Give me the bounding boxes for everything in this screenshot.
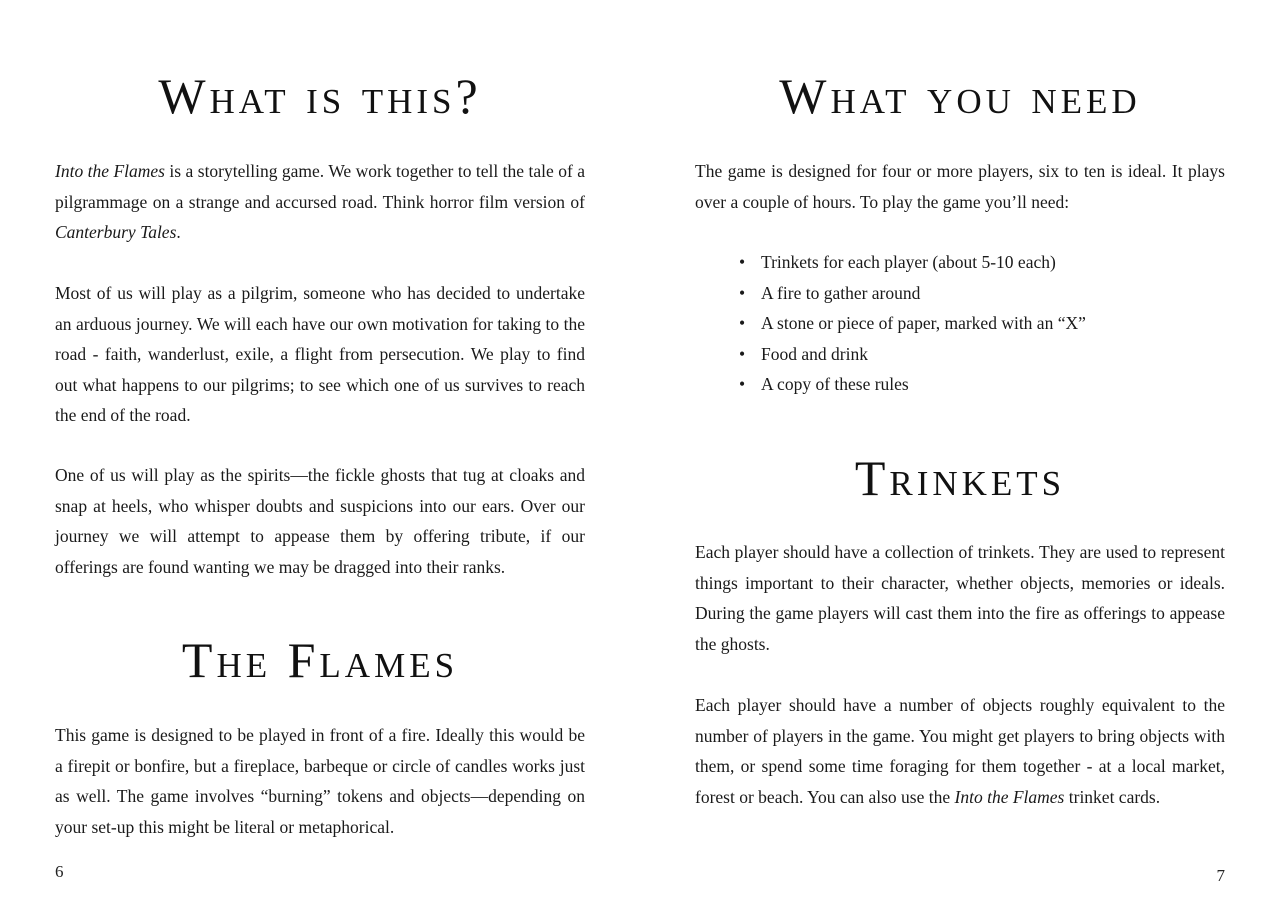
game-title-italic: Into the Flames	[954, 786, 1065, 807]
heading-trinkets: Trinkets	[854, 450, 1066, 506]
heading-the-flames: The Flames	[181, 632, 459, 688]
bullet-icon: •	[739, 374, 746, 394]
canterbury-title-italic: Canterbury Tales	[55, 222, 177, 242]
heading-what-is-this: What is this?	[158, 68, 482, 124]
paragraph-flames: This game is designed to be played in front of a fire. Ideally this would be a firepit or bonfire, but a fireplace, barbeque or circle of candles works just as well. The game involves “burning” tokens and objects—depending on your set-up this might be literal or metaphorical.	[55, 725, 585, 837]
paragraph-trinkets: Each player should have a collection of trinkets. They are used to represent things important to their character, whether objects, memories or ideals. During the game players will cast them into the fire as offerings to appease the ghosts.	[695, 542, 1225, 654]
bullet-icon: •	[739, 313, 746, 333]
paragraph-trinket-objects	[695, 690, 1225, 812]
list-item: • A stone or piece of paper, marked with an “X”	[739, 308, 1199, 339]
paragraph-intro-end: .	[176, 222, 181, 242]
list-item: • A copy of these rules	[739, 369, 1199, 400]
list-item: • Trinkets for each player (about 5-10 each)	[739, 247, 1199, 278]
paragraph-trinket-objects-text: Each player should have a number of objects roughly equivalent to the number of players in the game. You might get players to bring objects with them, or spend some time foraging for them together - at a local market, forest or beach. You can also use the	[695, 695, 1225, 807]
paragraph-intro	[55, 156, 585, 248]
paragraph-need: The game is designed for four or more players, six to ten is ideal. It plays over a couple of hours. To play the game you’ll need:	[695, 161, 1225, 212]
bullet-icon: •	[739, 252, 746, 272]
bullet-icon: •	[739, 343, 746, 364]
paragraph-spirits: One of us will play as the spirits—the fickle ghosts that tug at cloaks and snap at heels, who whisper doubts and suspicions into our ears. Over our journey we will attempt to appease them by offering tribute, if our offerings are found wanting we may be dragged into their ranks.	[55, 465, 585, 577]
page-number-left: 6	[55, 862, 64, 881]
page-number-right: 7	[1216, 866, 1225, 885]
heading-what-you-need: What you need	[779, 68, 1141, 124]
paragraph-pilgrims: Most of us will play as a pilgrim, someone who has decided to undertake an arduous journey. We will each have our own motivation for taking to the road - faith, wanderlust, exile, a flight from persecution. We play to find out what happens to our pilgrims; to see which one of us survives to reach the end of the road.	[55, 283, 585, 425]
right-page	[695, 0, 1225, 908]
list-item: • A fire to gather around	[739, 278, 1199, 309]
needs-list	[739, 247, 1199, 400]
bullet-icon: •	[739, 282, 746, 303]
list-item: • Food and drink	[739, 339, 1199, 370]
game-title-italic: Into the Flames	[55, 161, 165, 181]
paragraph-intro-text: is a storytelling game. We work together to tell the tale of a pilgrammage on a strange and accursed road. Think horror film version of	[55, 161, 585, 212]
paragraph-trinket-objects-end: trinket cards.	[1064, 786, 1161, 807]
left-page	[55, 0, 585, 908]
